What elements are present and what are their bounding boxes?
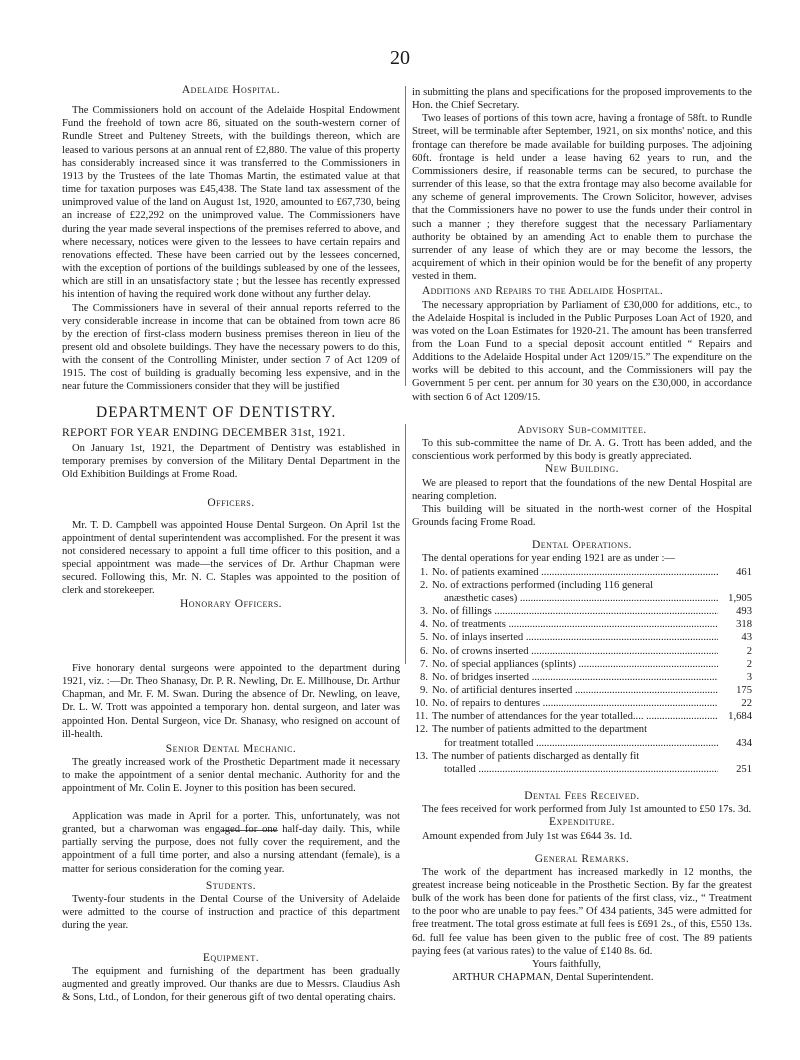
dentistry-right-column xyxy=(412,424,752,984)
operations-heading: Dental Operations. xyxy=(531,539,633,552)
operation-label: No. of patients examined ..... xyxy=(432,566,718,579)
operation-label-continued: anæsthetic cases) ..... xyxy=(444,592,718,605)
expenditure-text: Amount expended from July 1st was £644 3s. 1d. xyxy=(422,830,633,842)
operation-row xyxy=(412,631,752,644)
operation-value: 2 xyxy=(746,658,752,670)
intro-text: On January 1st, 1921, the Department of Dentistry was established in temporary premises by conversion of the Military Dental Department in the Old Exhibition Buildings at Frome Road. xyxy=(62,443,400,481)
officers-heading: Officers. xyxy=(207,497,255,510)
building-text-2: This building will be situated in the north-west corner of the Hospital Grounds facing Frome Road. xyxy=(412,503,752,529)
operation-value: 3 xyxy=(746,671,752,683)
mechanic-text: The greatly increased work of the Prosthetic Department made it necessary to make the appointment of a senior dental mechanic. Authority for and the appointment of Mr. Colin E. Joyner to this position has been secured. xyxy=(62,757,400,795)
adelaide-right-column xyxy=(412,86,752,404)
operation-row xyxy=(412,750,752,763)
students-heading: Students. xyxy=(205,879,257,892)
operation-number: 9. xyxy=(420,684,428,696)
operation-number: 11. xyxy=(415,711,428,723)
honorary-heading: Honorary Officers. xyxy=(179,597,283,610)
operation-value: 43 xyxy=(741,632,752,644)
report-heading: REPORT FOR YEAR ENDING DECEMBER 31st, 1921. xyxy=(62,426,346,439)
operation-row-continued xyxy=(412,592,752,605)
dentistry-left-column-3 xyxy=(62,810,400,932)
operation-label: No. of fillings ..... xyxy=(432,605,718,618)
operation-label: The number of patients admitted to the department xyxy=(432,724,648,736)
operation-number: 12. xyxy=(414,724,428,736)
remarks-heading: General Remarks. xyxy=(534,852,630,865)
operation-row xyxy=(412,645,752,658)
operation-row xyxy=(412,658,752,671)
honorary-text: Five honorary dental surgeons were appointed to the department during 1921, viz. :—Dr. Theo Shanasy, Dr. P. R. Newling, Dr. E. Millhouse, Dr. Arthur Chapman, and Mr. F. M. Swan. During the absence of Dr. Newling, on leave, Dr. L. W. Trott was appointed a temporary hon. dental surgeon, and later was appointed Hon. Dental Surgeon, vice Dr. Shanasy, who resigned on account of ill-health. xyxy=(62,663,400,740)
operation-value: 2 xyxy=(746,645,752,657)
operation-label: No. of bridges inserted ..... xyxy=(432,671,718,684)
operation-value: 22 xyxy=(741,698,752,710)
building-heading: New Building. xyxy=(545,463,619,476)
operation-value: 493 xyxy=(736,606,752,618)
adelaide-left-column xyxy=(62,84,400,394)
equipment-heading: Equipment. xyxy=(202,952,260,964)
dentistry-title: DEPARTMENT OF DENTISTRY. xyxy=(96,404,337,421)
officers-text: Mr. T. D. Campbell was appointed House Dental Surgeon. On April 1st the appointment of dental superintendent was accomplished. For the present it was not considered necessary to appoint a full time officer to this position, and a special appointment was made—the services of Dr. Arthur Chapman were secured. Following this, Mr. N. C. Staples was appointed to the position of clerk and storekeeper. xyxy=(62,519,400,597)
dentistry-left-column xyxy=(62,442,400,611)
column-divider-lower xyxy=(405,424,406,664)
signature: ARTHUR CHAPMAN, Dental Superintendent. xyxy=(452,972,654,984)
building-text: We are pleased to report that the foundations of the new Dental Hospital are nearing completion. xyxy=(412,477,752,502)
operation-row xyxy=(412,566,752,579)
operation-row-continued xyxy=(412,737,752,750)
operation-row xyxy=(412,710,752,723)
students-text: Twenty-four students in the Dental Course of the University of Adelaide were admitted to the course of instruction and practice of this department during the year. xyxy=(62,893,400,932)
operation-number: 1. xyxy=(420,566,428,578)
mechanic-heading: Senior Dental Mechanic. xyxy=(165,742,297,755)
fees-heading: Dental Fees Received. xyxy=(524,790,640,803)
remarks-text: The work of the department has increased markedly in 12 months, the greatest increase being noticeable in the Prosthetic Section. By far the greatest bulk of the work has been done for patients of the first class, viz., “ Treatment to the poor who are unable to pay fees.” Of 434 patients, 345 were admitted for free treatment. The total gross estimate at full fees is £691 2s., of this, £550 13s. 6d. full fee value has been given to the public free of cost. The 89 patients paying fees (at various rates) to the value of £140 8s. 6d. xyxy=(412,866,752,957)
operation-row xyxy=(412,605,752,618)
operation-value: 461 xyxy=(736,566,752,578)
advisory-heading: Advisory Sub-committee. xyxy=(517,424,647,436)
dentistry-left-column-4 xyxy=(62,952,400,1005)
operation-number: 8. xyxy=(420,671,428,683)
adelaide-heading: Adelaide Hospital. xyxy=(181,84,281,96)
operation-label: No. of crowns inserted ..... xyxy=(432,645,718,658)
fees-text: The fees received for work performed from July 1st amounted to £50 17s. 3d. xyxy=(422,804,752,816)
operation-value: 1,905 xyxy=(728,592,752,604)
dentistry-left-column-2 xyxy=(62,662,400,831)
operation-number: 2. xyxy=(420,579,428,591)
operation-label: No. of repairs to dentures ..... xyxy=(432,697,718,710)
operations-list xyxy=(412,566,752,777)
adelaide-paragraph-2: The Commissioners have in several of their annual reports referred to the very considerable increase in income that can be obtained from town acre 86 by the erection of first-class modern business premises thereon in lieu of the present old and obsolete buildings. They have the necessary powers to do this, with the consent of the Controlling Minister, under section 7 of Act 1209 of 1915. The cost of building is gradually becoming less expensive, and in the near future the Commissioners consider that they will be justified xyxy=(62,302,400,393)
operation-number: 7. xyxy=(420,658,428,670)
operation-number: 13. xyxy=(414,750,428,762)
operation-row-continued xyxy=(412,763,752,776)
closing: Yours faithfully, xyxy=(532,958,601,970)
adelaide-right-paragraph-1: in submitting the plans and specifications for the proposed improvements to the Hon. the Chief Secretary. xyxy=(412,87,752,112)
operation-label-continued: for treatment totalled ..... xyxy=(444,737,718,750)
additions-text: The necessary appropriation by Parliament of £30,000 for additions, etc., to the Adelaide Hospital is included in the Public Purposes Loan Act of 1920, and was voted on the Loan Estimates for 1920-21. The amount has been transferred from the Loan Fund to a special deposit account entitled “ Repairs and Additions to the Adelaide Hospital under Act 1209/15.” The expenditure on the works will be debited to this account, and the Commissioners will pay the Government 5 per cent. per annum for 30 years on the £30,000, in accordance with section 6 of Act 1209/15. xyxy=(412,299,752,403)
operation-value: 318 xyxy=(736,619,752,631)
operation-number: 4. xyxy=(420,619,428,631)
operation-label: No. of treatments ..... xyxy=(432,618,718,631)
operation-row xyxy=(412,723,752,736)
equipment-text: The equipment and furnishing of the department has been gradually augmented and greatly improved. Our thanks are due to Messrs. Claudius Ash & Sons, Ltd., of London, for their generous gift of two dental operating chairs. xyxy=(62,966,400,1004)
additions-heading: Additions and Repairs to the Adelaide Hospital. xyxy=(422,285,664,298)
operation-row xyxy=(412,697,752,710)
operation-label: The number of attendances for the year totalled.... ..... xyxy=(432,710,718,723)
operation-number: 10. xyxy=(414,698,428,710)
operation-value: 175 xyxy=(736,684,752,696)
operation-number: 5. xyxy=(420,632,428,644)
operation-label: No. of extractions performed (including 116 general xyxy=(432,579,654,591)
expenditure-heading: Expenditure. xyxy=(548,816,616,829)
operation-row xyxy=(412,579,752,592)
operation-number: 6. xyxy=(420,645,428,657)
operation-label: No. of special appliances (splints) ..... xyxy=(432,658,718,671)
operation-label: The number of patients discharged as dentally fit xyxy=(432,750,640,762)
page-number: 20 xyxy=(390,47,410,69)
operation-row xyxy=(412,684,752,697)
operation-row xyxy=(412,671,752,684)
operation-value: 251 xyxy=(736,763,752,775)
column-divider xyxy=(405,86,406,386)
operation-value: 1,684 xyxy=(728,711,752,723)
operation-row xyxy=(412,618,752,631)
adelaide-right-paragraph-2: Two leases of portions of this town acre, having a frontage of 58ft. to Rundle Street, will be terminable after September, 1921, on six months' notice, and this frontage can therefore be made available for building purposes. The adjoining 60ft. frontage is held under a lease having 62 years to run, and the Commissioners desire, if reasonable terms can be secured, to purchase the surrender of this lease, so that the extra frontage may also become available for any scheme of general improvements. The Crown Solicitor, however, advises that the Commissioners have no power to use the funds under their control in such a manner ; they therefore suggest that the necessary Parliamentary authority be obtained by an amending Act to enable them to purchase the surrender of any lease of which they are or may become the lessors, the acquirement of which in their opinion would be for the benefit of any property vested in them. xyxy=(412,113,752,283)
operation-number: 3. xyxy=(420,606,428,618)
operation-value: 434 xyxy=(736,737,752,749)
operation-label-continued: totalled ..... xyxy=(444,763,718,776)
porter-text: Application was made in April for a porter. This, unfortunately, was not granted, but a charwoman was engaged for one half-day daily. This, while partially serving the purpose, does not fully cover the requirement, and the appointment of a full time porter, and also a nursing attendant (female), is a matter for serious consideration for the coming year. xyxy=(62,811,400,875)
adelaide-paragraph-1: The Commissioners hold on account of the Adelaide Hospital Endowment Fund the freehold of town acre 86, situated on the south-western corner of Rundle Street and Pulteney Streets, with the buildings thereon, which are leased to various persons at an annual rent of £2,880. The value of this property has considerably increased since it was transferred to the Commissioners in 1913 by the Trustees of the late Thomas Martin, the estimated value at that time for taxation purposes was £45,438. The State land tax assessment of the unimproved value of the land on August 1st, 1920, amounted to £67,730, being an increase of £22,292 on the unimproved value. The Commissioners have during the year made several inspections of the premises referred to above, and where necessary, notices were given to the lessees to have certain repairs and renovations effected. These have been carried out by the lessees concerned, with the exception of portions of the buildings subleased by one of the lessees, which are still in an unsatisfactory state ; but the lessee has recently expressed his intention of having the required work done without any further delay. xyxy=(62,105,400,301)
advisory-text: To this sub-committee the name of Dr. A. G. Trott has been added, and the conscientious work performed by this body is greatly appreciated. xyxy=(412,438,752,463)
operations-intro: The dental operations for year ending 1921 are as under :— xyxy=(422,553,675,565)
operation-label: No. of inlays inserted ..... xyxy=(432,631,718,644)
operation-label: No. of artificial dentures inserted ..... xyxy=(432,684,718,697)
